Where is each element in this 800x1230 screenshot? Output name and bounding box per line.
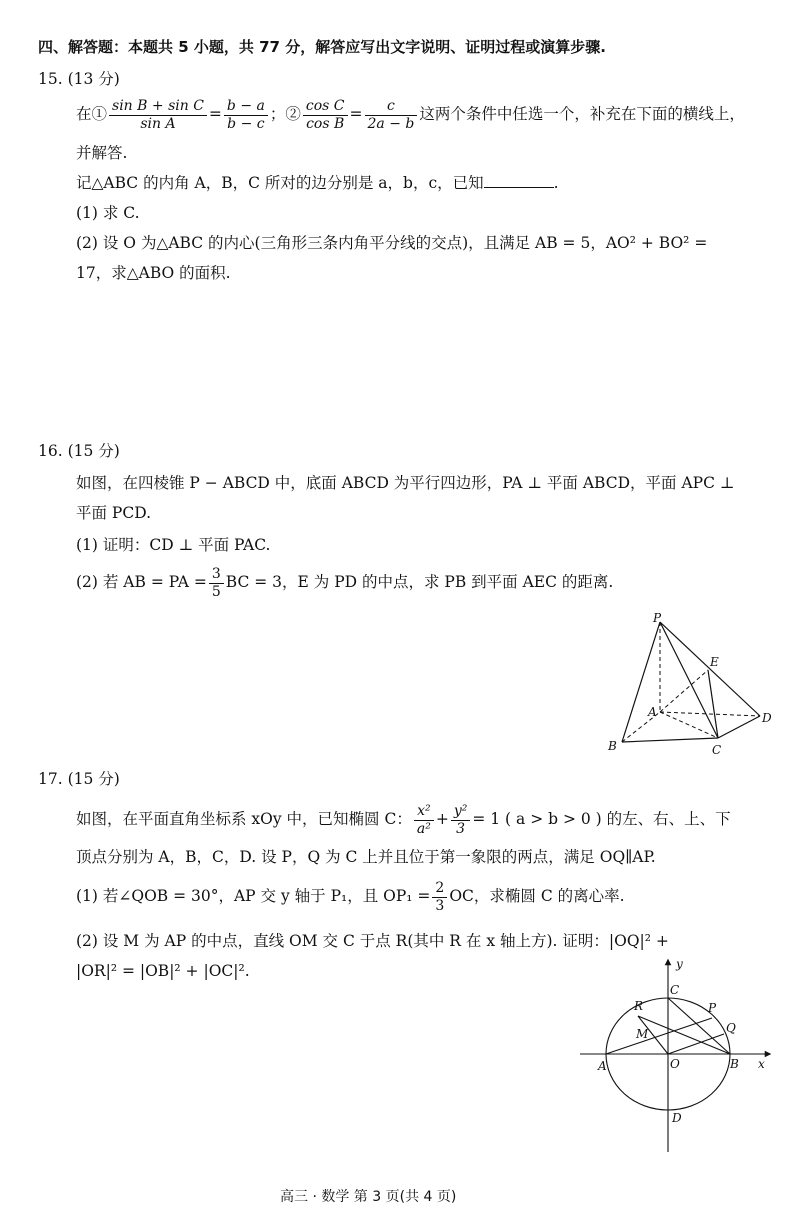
label-b: B — [608, 739, 617, 753]
label-q: Q — [726, 1021, 736, 1035]
label-o: O — [670, 1057, 680, 1071]
q15-part2-a: (2) 设 O 为△ABC 的内心(三角形三条内角平分线的交点)，且满足 AB = 5，AO² + BO² = — [76, 234, 708, 252]
q15-c2-left-frac: $\frac{\text{cos C}}{\text{cos B}}$ — [303, 98, 348, 133]
q17-part2-a: (2) 设 M 为 AP 的中点，直线 OM 交 C 于点 R(其中 R 在 x 轴上方). 证明：|OQ|² + — [76, 932, 669, 950]
edge-pd — [660, 622, 760, 716]
edge-ae — [660, 670, 708, 712]
q17-frac-x: $\frac{\text{x²}}{\text{a²}}$ — [414, 803, 434, 838]
q17-line1: 如图，在平面直角坐标系 xOy 中，已知椭圆 C： $\frac{\text{x²}}{\text{a²}}$ + $\frac{\text{y²}}{3}$ = 1 ( a > b > 0 ) 的左、右、上、下 — [76, 802, 731, 837]
label-r: R — [634, 999, 644, 1013]
q15-answer-blank — [484, 172, 554, 188]
label-x: x — [758, 1057, 765, 1071]
q15-line2: 并解答. — [76, 144, 128, 162]
q15-c1-right-frac: $\frac{b - a}{b - c}$ — [224, 98, 268, 133]
q17-header: 17. (15 分) — [38, 770, 120, 788]
label-a2: A — [598, 1059, 607, 1073]
section-title: 四、解答题：本题共 5 小题，共 77 分，解答应写出文字说明、证明过程或演算步骤. — [38, 38, 606, 56]
label-d: D — [762, 711, 772, 725]
edge-bc — [622, 738, 718, 742]
q16-frac: $\frac{3}{5}$ — [209, 566, 224, 601]
label-c: C — [712, 743, 722, 757]
edge-ac — [660, 712, 718, 738]
edge-pb — [622, 622, 660, 742]
page-footer: 高三 · 数学 第 3 页(共 4 页) — [280, 1189, 457, 1205]
label-b2: B — [730, 1057, 739, 1071]
q16-header: 16. (15 分) — [38, 442, 120, 460]
q16-line1: 如图，在四棱锥 P − ABCD 中，底面 ABCD 为平行四边形，PA ⊥ 平面 ABCD，平面 APC ⊥ — [76, 474, 735, 492]
q16-part1: (1) 证明：CD ⊥ 平面 PAC. — [76, 536, 271, 554]
q15-part2-b: 17，求△ABO 的面积. — [76, 264, 231, 282]
label-y: y — [676, 957, 683, 971]
q15-line3: 记△ABC 的内角 A，B，C 所对的边分别是 a，b，c，已知 . — [76, 174, 559, 192]
label-p2: P — [708, 1001, 717, 1015]
q17-frac-y: $\frac{\text{y²}}{3}$ — [451, 803, 471, 838]
q16-part2: (2) 若 AB = PA = $\frac{3}{5}$ BC = 3，E 为 PD 的中点，求 PB 到平面 AEC 的距离. — [76, 565, 614, 600]
q15-conditions: 在① $\frac{\text{sin B + sin C}}{\text{sin A}}$ = $\frac{b - a}{b - c}$ ；② $\frac{\text{cos C}}{\text{cos B}}$ = $\frac{c}{2a - b}$ 这两个条件中任选一个，补充在下面的横线上， — [76, 97, 745, 132]
label-d2: D — [672, 1111, 682, 1125]
q15-c2-right-frac: $\frac{c}{2a - b}$ — [365, 98, 418, 133]
q17-frac-2-3: $\frac{2}{3}$ — [432, 880, 447, 915]
line-oq — [668, 1034, 724, 1054]
label-e: E — [710, 655, 719, 669]
q17-part2-b: |OR|² = |OB|² + |OC|². — [76, 962, 250, 980]
q15-part1: (1) 求 C. — [76, 204, 140, 222]
q17-part1: (1) 若∠QOB = 30°，AP 交 y 轴于 P₁，且 OP₁ = $\frac{2}{3}$ OC，求椭圆 C 的离心率. — [76, 879, 625, 914]
q16-pyramid-figure — [598, 610, 788, 770]
q17-line2: 顶点分别为 A，B，C，D. 设 P，Q 为 C 上并且位于第一象限的两点，满足 OQ∥AP. — [76, 848, 656, 866]
edge-cd — [718, 716, 760, 738]
q15-c1-left-frac: $\frac{\text{sin B + sin C}}{\text{sin A}}$ — [109, 98, 207, 133]
edge-ad — [660, 712, 760, 716]
label-m: M — [636, 1027, 649, 1041]
line-cb — [668, 998, 730, 1054]
q15-header: 15. (13 分) — [38, 70, 120, 88]
label-c2: C — [670, 983, 680, 997]
label-a: A — [648, 705, 657, 719]
label-p: P — [653, 611, 662, 625]
q16-line2: 平面 PCD. — [76, 504, 152, 522]
q17-ellipse-figure — [576, 956, 776, 1156]
